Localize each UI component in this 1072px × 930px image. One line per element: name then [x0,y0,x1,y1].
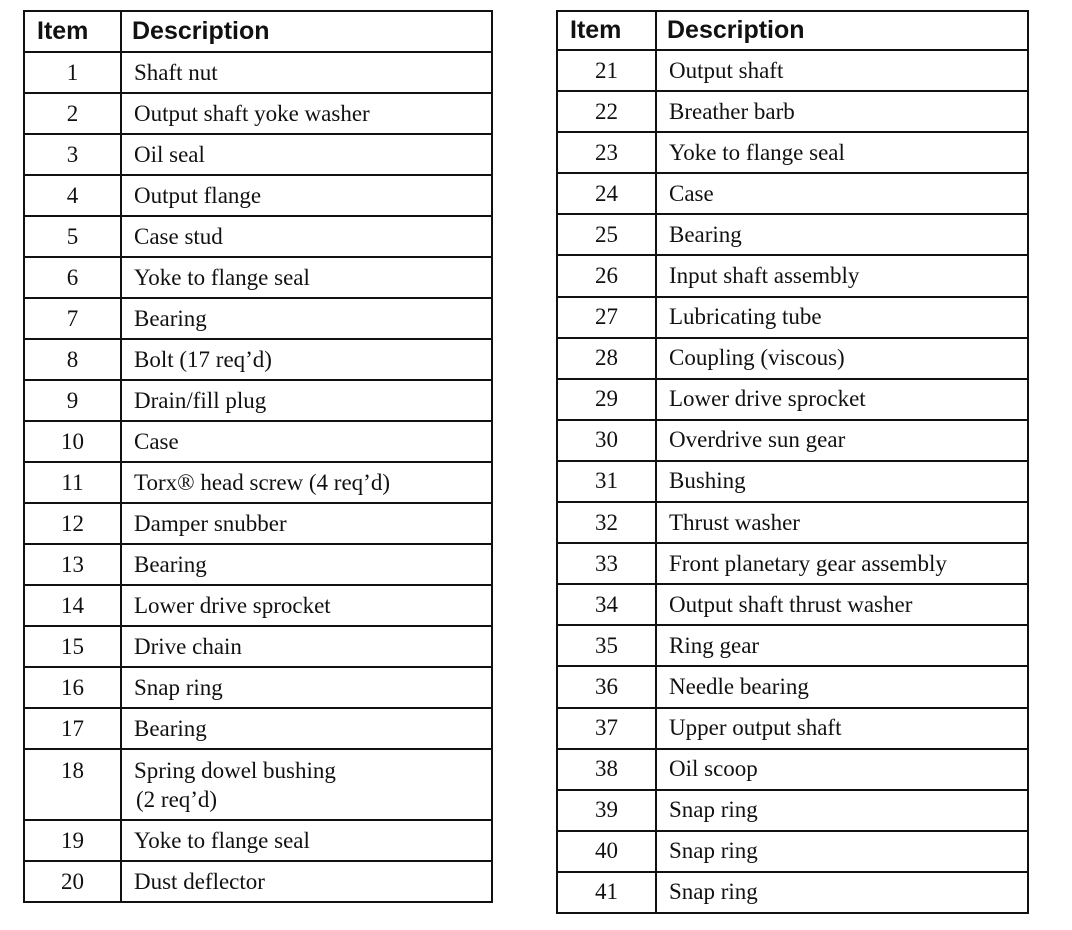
table-row [24,52,492,93]
item-number: 10 [24,421,121,462]
table-row [24,421,492,462]
item-number: 11 [24,462,121,503]
item-number: 25 [557,214,656,255]
item-number: 13 [24,544,121,585]
item-description: Breather barb [656,91,1028,132]
table-row [557,708,1028,749]
item-number: 28 [557,338,656,379]
item-number: 33 [557,543,656,584]
item-description: Thrust washer [656,502,1028,543]
table-row [557,831,1028,872]
table-row [24,257,492,298]
item-description: Yoke to flange seal [121,820,492,861]
table-row [557,502,1028,543]
table-row [24,380,492,421]
table-row [24,626,492,667]
table-row [557,132,1028,173]
item-description: Shaft nut [121,52,492,93]
table-row [557,173,1028,214]
item-number: 29 [557,379,656,420]
table-row [557,255,1028,296]
item-description: Needle bearing [656,666,1028,707]
item-description: Oil seal [121,134,492,175]
description-line-2: (2 req’d) [136,787,218,812]
table-row [557,625,1028,666]
item-column-header: Item [557,11,656,50]
item-description: Drive chain [121,626,492,667]
item-number: 21 [557,50,656,91]
item-number: 34 [557,584,656,625]
item-number: 27 [557,297,656,338]
table-row [557,666,1028,707]
item-number: 41 [557,872,656,913]
item-description: Lubricating tube [656,297,1028,338]
item-number: 31 [557,461,656,502]
table-row [557,50,1028,91]
item-description: Yoke to flange seal [121,257,492,298]
item-description: Coupling (viscous) [656,338,1028,379]
item-number: 38 [557,749,656,790]
item-number: 4 [24,175,121,216]
item-number: 8 [24,339,121,380]
item-number: 5 [24,216,121,257]
item-number: 2 [24,93,121,134]
item-number: 40 [557,831,656,872]
item-number: 36 [557,666,656,707]
table-row [24,708,492,749]
parts-table-left [23,10,493,903]
item-description: Dust deflector [121,861,492,902]
description-line-1: Spring dowel bushing [134,758,336,783]
table-row [557,420,1028,461]
table-row [557,584,1028,625]
table-row [24,298,492,339]
table-row [557,749,1028,790]
item-description: Case [656,173,1028,214]
item-description: Lower drive sprocket [121,585,492,626]
table-row [24,667,492,708]
item-number: 14 [24,585,121,626]
item-description: Drain/fill plug [121,380,492,421]
item-description: Bearing [121,298,492,339]
item-description: Lower drive sprocket [656,379,1028,420]
item-number: 19 [24,820,121,861]
item-description: Bushing [656,461,1028,502]
item-number: 23 [557,132,656,173]
table-row [557,338,1028,379]
table-row [24,861,492,902]
item-description: Output shaft [656,50,1028,91]
header-row [557,11,1028,50]
item-number: 1 [24,52,121,93]
table-row [24,134,492,175]
table-row [24,216,492,257]
item-description: Front planetary gear assembly [656,543,1028,584]
header-row [24,11,492,52]
description-column-header: Description [656,11,1028,50]
item-number: 24 [557,173,656,214]
item-number: 37 [557,708,656,749]
item-description: Snap ring [656,831,1028,872]
item-number: 9 [24,380,121,421]
item-description: Case [121,421,492,462]
item-column-header: Item [24,11,121,52]
table-row [24,585,492,626]
item-description [121,749,492,820]
table-row [24,462,492,503]
table-row [24,820,492,861]
table-row [557,461,1028,502]
table-row [557,790,1028,831]
item-description: Damper snubber [121,503,492,544]
item-description: Snap ring [656,872,1028,913]
item-number: 3 [24,134,121,175]
item-number: 26 [557,255,656,296]
item-description: Bearing [121,708,492,749]
table-row [24,503,492,544]
item-description: Input shaft assembly [656,255,1028,296]
item-description: Yoke to flange seal [656,132,1028,173]
item-number: 7 [24,298,121,339]
item-description: Bolt (17 req’d) [121,339,492,380]
item-number: 20 [24,861,121,902]
item-description: Output shaft thrust washer [656,584,1028,625]
table-row [557,379,1028,420]
table-row [24,544,492,585]
item-number: 18 [24,749,121,820]
table-row [24,93,492,134]
item-number: 17 [24,708,121,749]
item-number: 15 [24,626,121,667]
item-description: Bearing [656,214,1028,255]
table-row [557,872,1028,913]
item-number: 16 [24,667,121,708]
item-description: Torx® head screw (4 req’d) [121,462,492,503]
description-column-header: Description [121,11,492,52]
item-description: Oil scoop [656,749,1028,790]
item-number: 6 [24,257,121,298]
item-description: Bearing [121,544,492,585]
table-row [24,175,492,216]
item-description: Upper output shaft [656,708,1028,749]
table-row [24,749,492,820]
item-description: Snap ring [121,667,492,708]
item-number: 22 [557,91,656,132]
table-row [557,214,1028,255]
item-description: Output shaft yoke washer [121,93,492,134]
item-number: 30 [557,420,656,461]
parts-table-right [556,10,1029,914]
item-number: 12 [24,503,121,544]
item-description: Ring gear [656,625,1028,666]
item-number: 32 [557,502,656,543]
item-number: 35 [557,625,656,666]
item-description: Overdrive sun gear [656,420,1028,461]
item-description: Snap ring [656,790,1028,831]
item-description: Output flange [121,175,492,216]
table-row [557,297,1028,338]
table-row [557,543,1028,584]
item-description: Case stud [121,216,492,257]
table-row [557,91,1028,132]
item-number: 39 [557,790,656,831]
table-row [24,339,492,380]
